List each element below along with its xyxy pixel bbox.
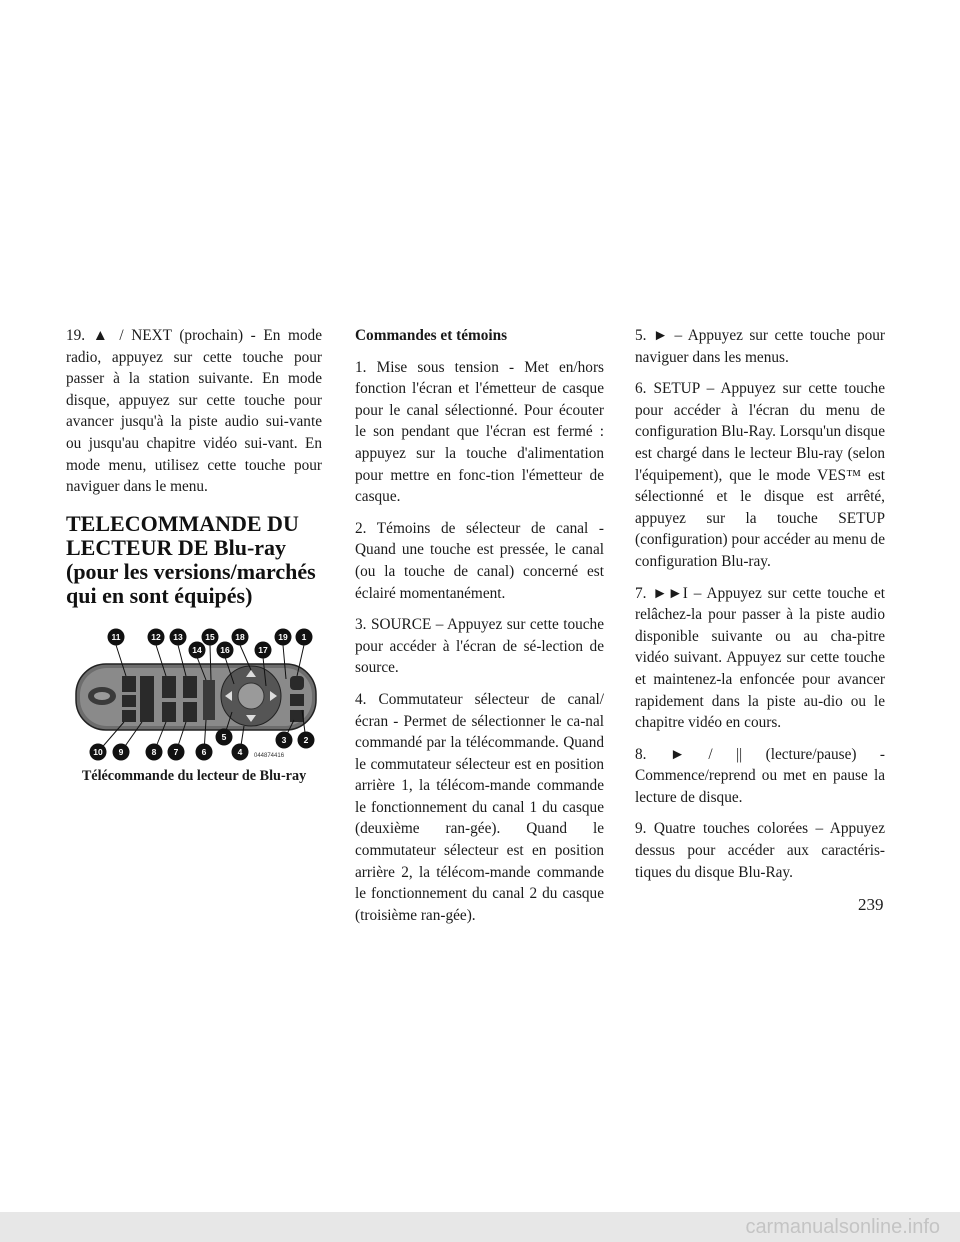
column-2 bbox=[355, 325, 604, 936]
figure-caption: Télécommande du lecteur de Blu-ray bbox=[81, 767, 307, 784]
callout-9: 9 bbox=[118, 746, 124, 757]
callout-11: 11 bbox=[111, 631, 121, 642]
watermark-bar bbox=[0, 1212, 960, 1242]
item-8-paragraph: 8. ► / || (lecture/pause) - Commence/reprend ou met en pause la lecture de disque. bbox=[635, 745, 885, 806]
callout-15: 15 bbox=[205, 631, 215, 642]
figure-code: 044874416 bbox=[254, 752, 285, 759]
callout-19: 19 bbox=[278, 631, 288, 642]
controls-subheading: Commandes et témoins bbox=[355, 327, 508, 344]
callout-7: 7 bbox=[173, 746, 179, 757]
callout-8: 8 bbox=[151, 746, 157, 757]
column-3 bbox=[635, 325, 885, 893]
callout-1: 1 bbox=[301, 631, 307, 642]
item-2-paragraph: 2. Témoins de sélecteur de canal - Quand une touche est pressée, le canal (ou la touche de canal) concerné est éclairé momentanément. bbox=[355, 519, 604, 602]
item-1-paragraph: 1. Mise sous tension - Met en/hors fonction l'écran et l'émetteur de casque pour le canal sélectionné. Pour écouter le son pendant que l'écran est fermé : appuyez sur la touche d'alimentation pour mettre en fonc-tion l'émetteur de casque. bbox=[355, 358, 604, 506]
remote-control-figure bbox=[66, 624, 322, 788]
watermark-text[interactable]: carmanualsonline.info bbox=[745, 1216, 940, 1238]
item-5-paragraph: 5. ► – Appuyez sur cette touche pour naviguer dans les menus. bbox=[635, 327, 885, 366]
callout-10: 10 bbox=[93, 746, 103, 757]
item-4-paragraph: 4. Commutateur sélecteur de canal/ écran - Permet de sélectionner le ca-nal commandé par la télécommande. Quand le commutateur sélecteur est en position arrière 1, la télécom-mande commande le fonctionnement du canal 1 du casque (deuxième ran-gée). Quand le commutateur sélecteur est en position arrière 2, la télécom-mande commande le fonctionnement du canal 2 du casque (troisième ran-gée). bbox=[355, 690, 604, 924]
callout-3: 3 bbox=[281, 734, 287, 745]
callout-6: 6 bbox=[201, 746, 207, 757]
item-9-paragraph: 9. Quatre touches colorées – Appuyez dessus pour accéder aux caractéris-tiques du disque Blu-Ray. bbox=[635, 820, 885, 881]
callout-5: 5 bbox=[221, 731, 227, 742]
section-heading: TELECOMMANDE DU LECTEUR DE Blu-ray (pour les versions/marchés qui en sont équipés) bbox=[66, 510, 316, 608]
column-1 bbox=[66, 325, 322, 787]
item-6-paragraph: 6. SETUP – Appuyez sur cette touche pour accéder à l'écran du menu de configuration Blu-Ray. Lorsqu'un disque est chargé dans le lecteur Blu-ray (selon l'équipement), que le mode VES™ est sélectionné et le disque est arrêté, appuyez sur la touche SETUP (configuration) pour accéder au menu de configuration Blu-ray. bbox=[635, 380, 885, 570]
remote-control-illustration bbox=[66, 624, 322, 764]
item-7-paragraph: 7. ►►I – Appuyez sur cette touche et relâchez-la pour passer à la piste audio disponible suivante ou au cha-pitre vidéo suivant. Appuyez sur cette touche et maintenez-la enfoncée pour avancer rapidement dans la piste au-dio ou le chapitre vidéo en cours. bbox=[635, 584, 885, 732]
callout-2: 2 bbox=[303, 734, 309, 745]
callout-13: 13 bbox=[173, 631, 183, 642]
callout-14: 14 bbox=[192, 644, 202, 655]
item-19-paragraph: 19. ▲ / NEXT (prochain) - En mode radio, appuyez sur cette touche pour passer à la station suivante. En mode disque, appuyez sur cette touche pour avancer jusqu'à la piste audio sui-vante ou jusqu'au chapitre vidéo sui-vant. En mode menu, utilisez cette touche pour naviguer dans le menu. bbox=[66, 327, 322, 496]
page-number: 239 bbox=[858, 895, 884, 914]
callout-17: 17 bbox=[258, 644, 268, 655]
callout-12: 12 bbox=[151, 631, 161, 642]
item-3-paragraph: 3. SOURCE – Appuyez sur cette touche pour accéder à l'écran de sé-lection de source. bbox=[355, 616, 604, 677]
callout-16: 16 bbox=[220, 644, 230, 655]
callout-18: 18 bbox=[235, 631, 245, 642]
callout-4: 4 bbox=[237, 746, 243, 757]
